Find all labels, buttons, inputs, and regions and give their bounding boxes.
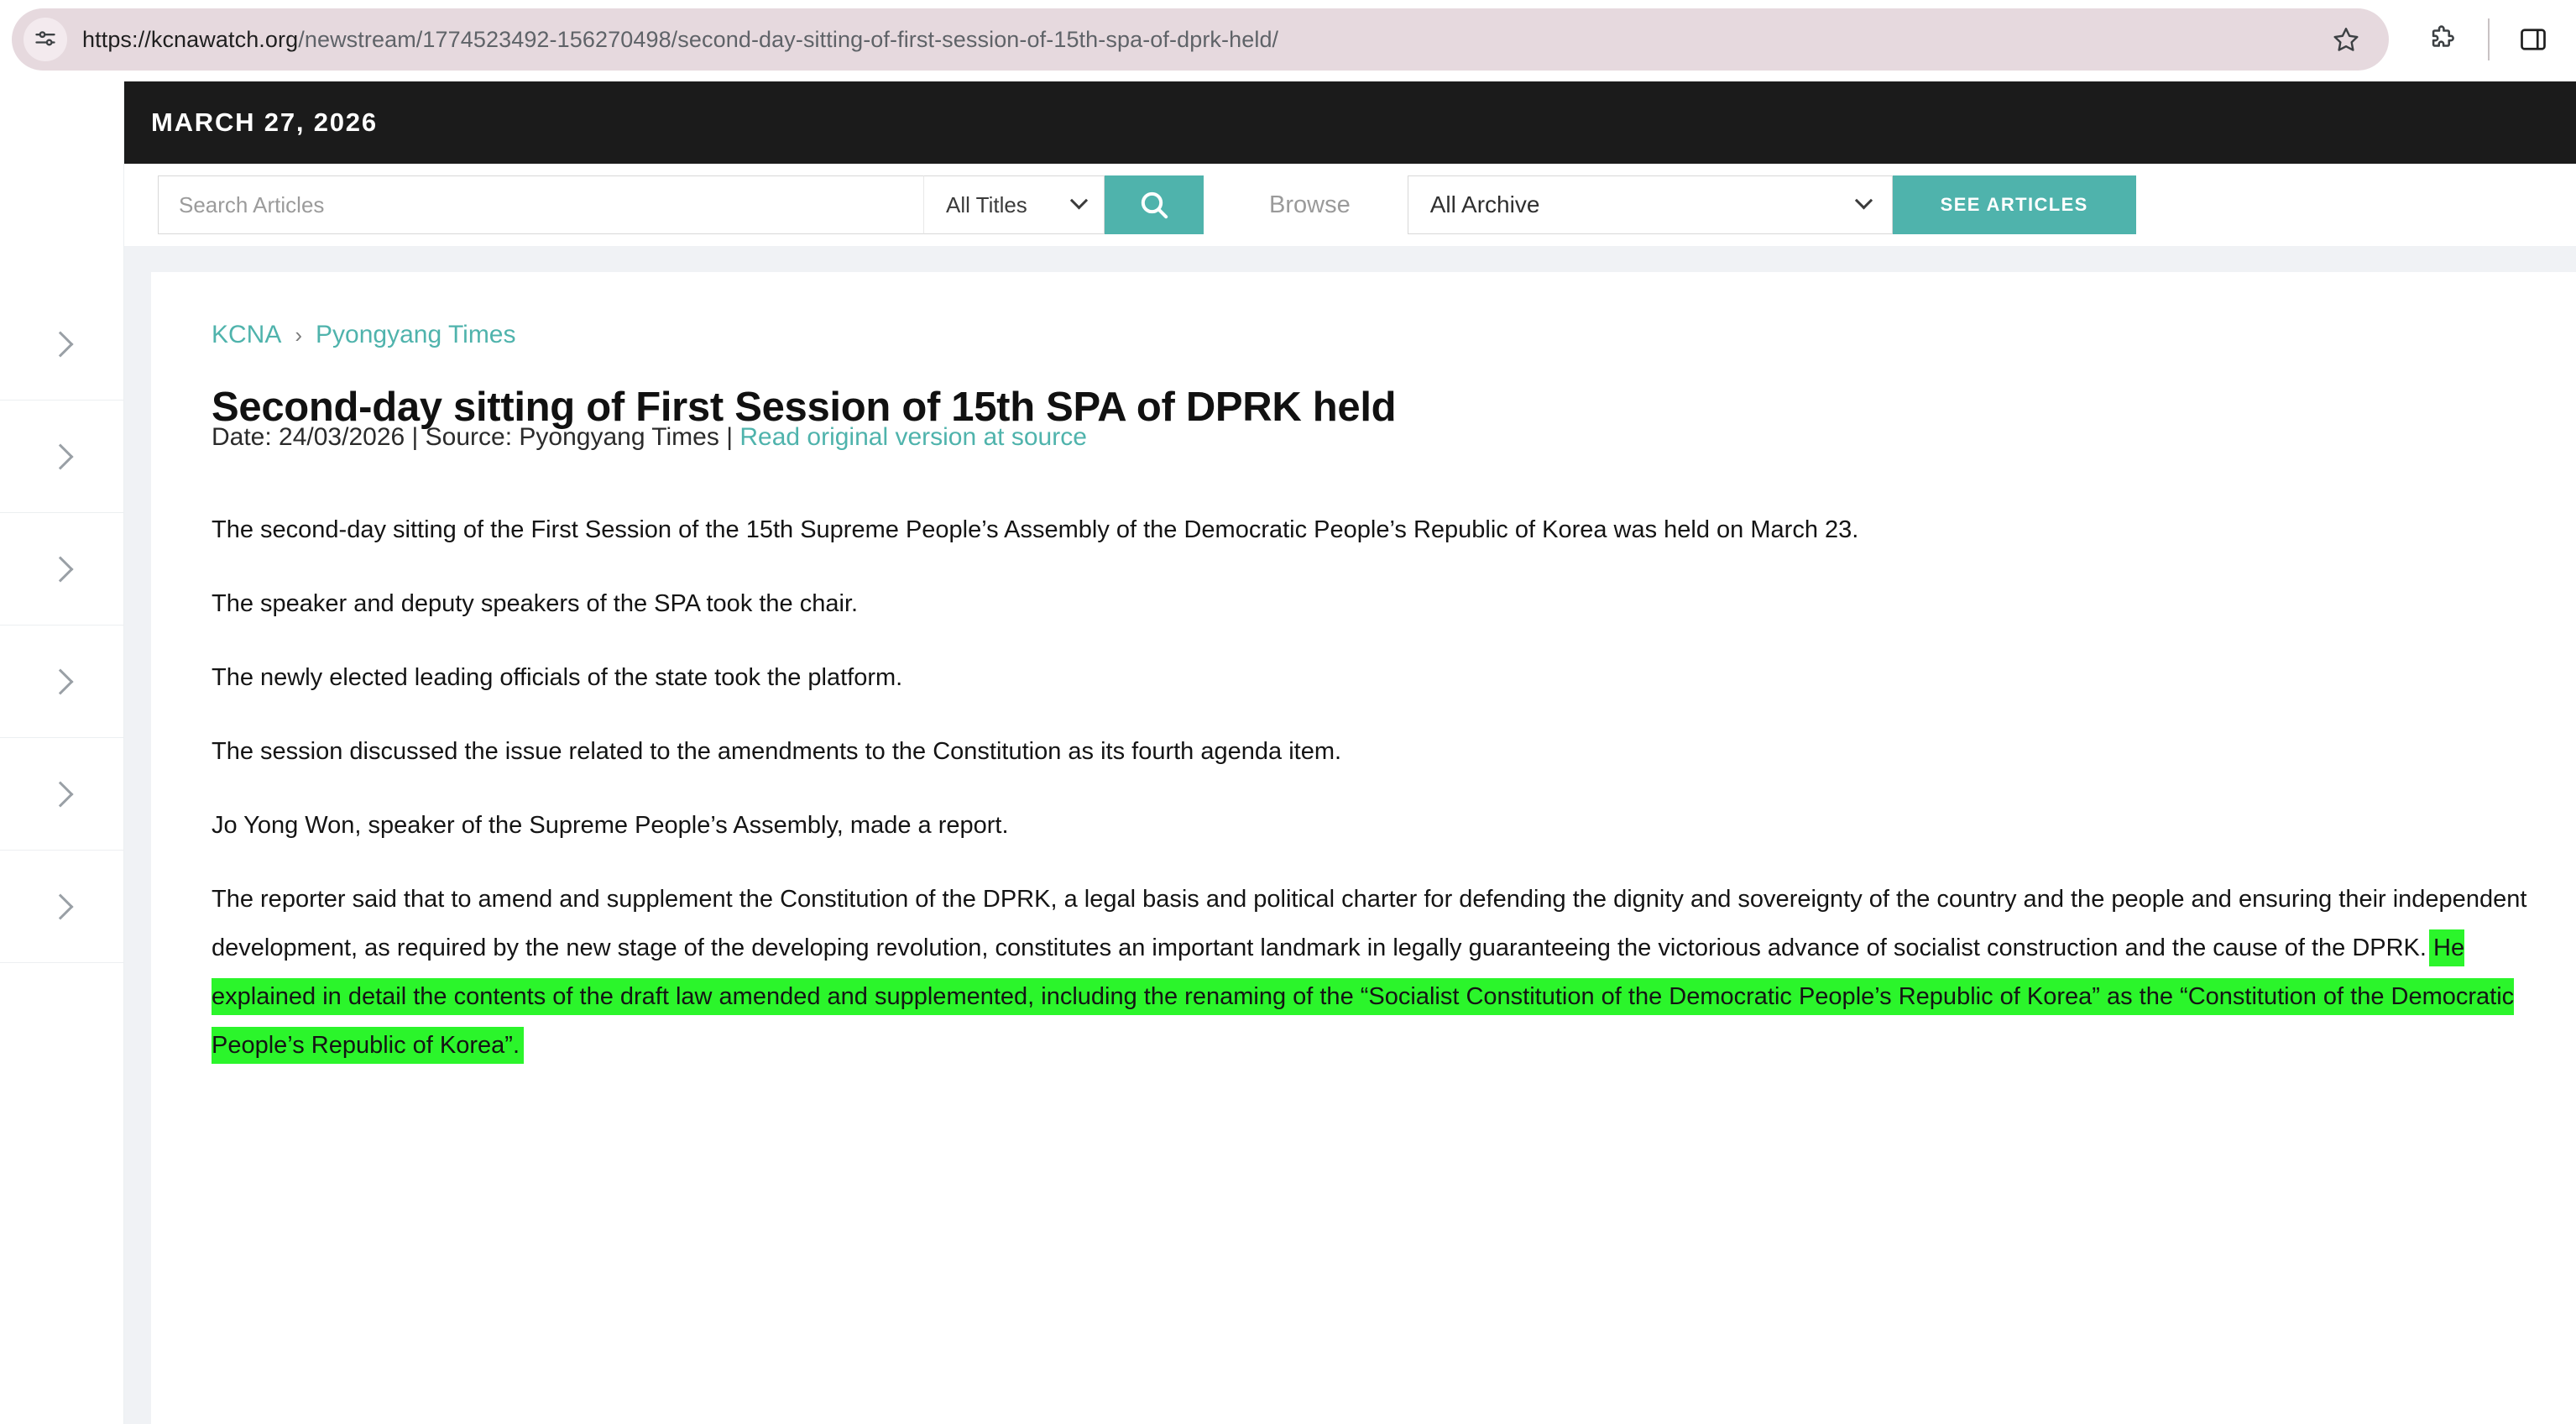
see-articles-button[interactable]: SEE ARTICLES — [1893, 175, 2136, 234]
article-paragraph: The second-day sitting of the First Session of the 15th Supreme People’s Assembly of the Democratic People’s Republic of Korea was held on March 23. — [212, 516, 1859, 543]
meta-divider-2: | — [726, 423, 733, 451]
toolbar-divider — [2488, 18, 2490, 60]
archive-filter-select[interactable] — [1408, 175, 1893, 234]
rail-item-5[interactable] — [0, 738, 124, 851]
date-banner — [124, 81, 2576, 164]
chevron-right-icon — [47, 331, 73, 357]
article-body — [212, 505, 2528, 1095]
article-date: Date: 24/03/2026 — [212, 423, 405, 451]
breadcrumb — [212, 321, 516, 349]
url-text[interactable] — [82, 27, 1278, 53]
article-paragraph: Jo Yong Won, speaker of the Supreme People’s Assembly, made a report. — [212, 812, 1009, 839]
highlighted-text: He explained in detail the contents of the draft law amended and supplemented, including the renaming of the “Socialist Constitution of the Democratic People’s Republic of Korea” as the “Constitution of the Democratic People’s Republic of Korea”. — [212, 934, 2515, 1059]
archive-filter-value: All Archive — [1429, 191, 1540, 217]
article-meta — [212, 423, 1087, 452]
extensions-puzzle-icon[interactable] — [2421, 18, 2463, 60]
search-submit-button[interactable] — [1105, 175, 1204, 234]
titles-filter-select[interactable] — [923, 175, 1105, 234]
article-source: Source: Pyongyang Times — [425, 423, 719, 451]
chevron-right-icon — [47, 556, 73, 582]
site-info-icon[interactable] — [24, 18, 67, 61]
chevron-right-icon — [47, 668, 73, 694]
current-date: MARCH 27, 2026 — [151, 107, 378, 137]
rail-item-3[interactable] — [0, 513, 124, 626]
rail-item-1[interactable] — [0, 288, 124, 400]
browse-label: Browse — [1269, 191, 1351, 218]
rail-item-2[interactable] — [0, 400, 124, 513]
browser-toolbar — [0, 0, 2576, 81]
breadcrumb-root-link[interactable]: KCNA — [212, 321, 282, 348]
side-panel-icon[interactable] — [2512, 18, 2554, 60]
chevron-right-icon — [47, 781, 73, 807]
search-input[interactable] — [158, 175, 923, 234]
chevron-down-icon — [1855, 191, 1873, 209]
search-toolbar — [124, 164, 2576, 246]
article-card — [151, 272, 2576, 1424]
chevron-right-icon — [47, 443, 73, 469]
url-path: /newstream/1774523492-156270498/second-day-sitting-of-first-session-of-15th-spa-of-dprk-held/ — [298, 26, 1279, 52]
search-icon — [1137, 188, 1171, 222]
article-paragraph: The speaker and deputy speakers of the SPA took the chair. — [212, 590, 859, 617]
content-area — [124, 81, 2576, 1424]
titles-filter-value: All Titles — [946, 191, 1027, 217]
page-title: Second-day sitting of First Session of 15th SPA of DPRK held — [212, 384, 1397, 430]
chevron-right-icon — [47, 893, 73, 919]
breadcrumb-separator: › — [295, 322, 303, 348]
paragraph-plain-part: The reporter said that to amend and supplement the Constitution of the DPRK, a legal basis and political charter for defending the dignity and sovereignty of the country and the people and ensuring their independent development, as required by the new stage of the developing revolution, constitutes an important landmark in legally guaranteeing the victorious advance of socialist construction and the cause of the DPRK. — [212, 886, 2527, 961]
rail-item-6[interactable] — [0, 851, 124, 963]
original-source-link[interactable]: Read original version at source — [739, 423, 1087, 451]
address-bar[interactable] — [12, 8, 2389, 71]
chevron-down-icon — [1070, 191, 1088, 209]
article-paragraph: The newly elected leading officials of the state took the platform. — [212, 664, 903, 691]
page-viewport — [0, 81, 2576, 1424]
article-paragraph: The session discussed the issue related to the amendments to the Constitution as its fourth agenda item. — [212, 738, 1342, 765]
article-paragraph-highlighted — [212, 875, 2528, 1070]
breadcrumb-current-link[interactable]: Pyongyang Times — [316, 321, 516, 348]
bookmark-star-icon[interactable] — [2327, 20, 2365, 59]
url-host: https://kcnawatch.org — [82, 26, 299, 52]
page-left-rail — [0, 81, 124, 1424]
meta-divider-1: | — [411, 423, 419, 451]
rail-item-4[interactable] — [0, 626, 124, 738]
